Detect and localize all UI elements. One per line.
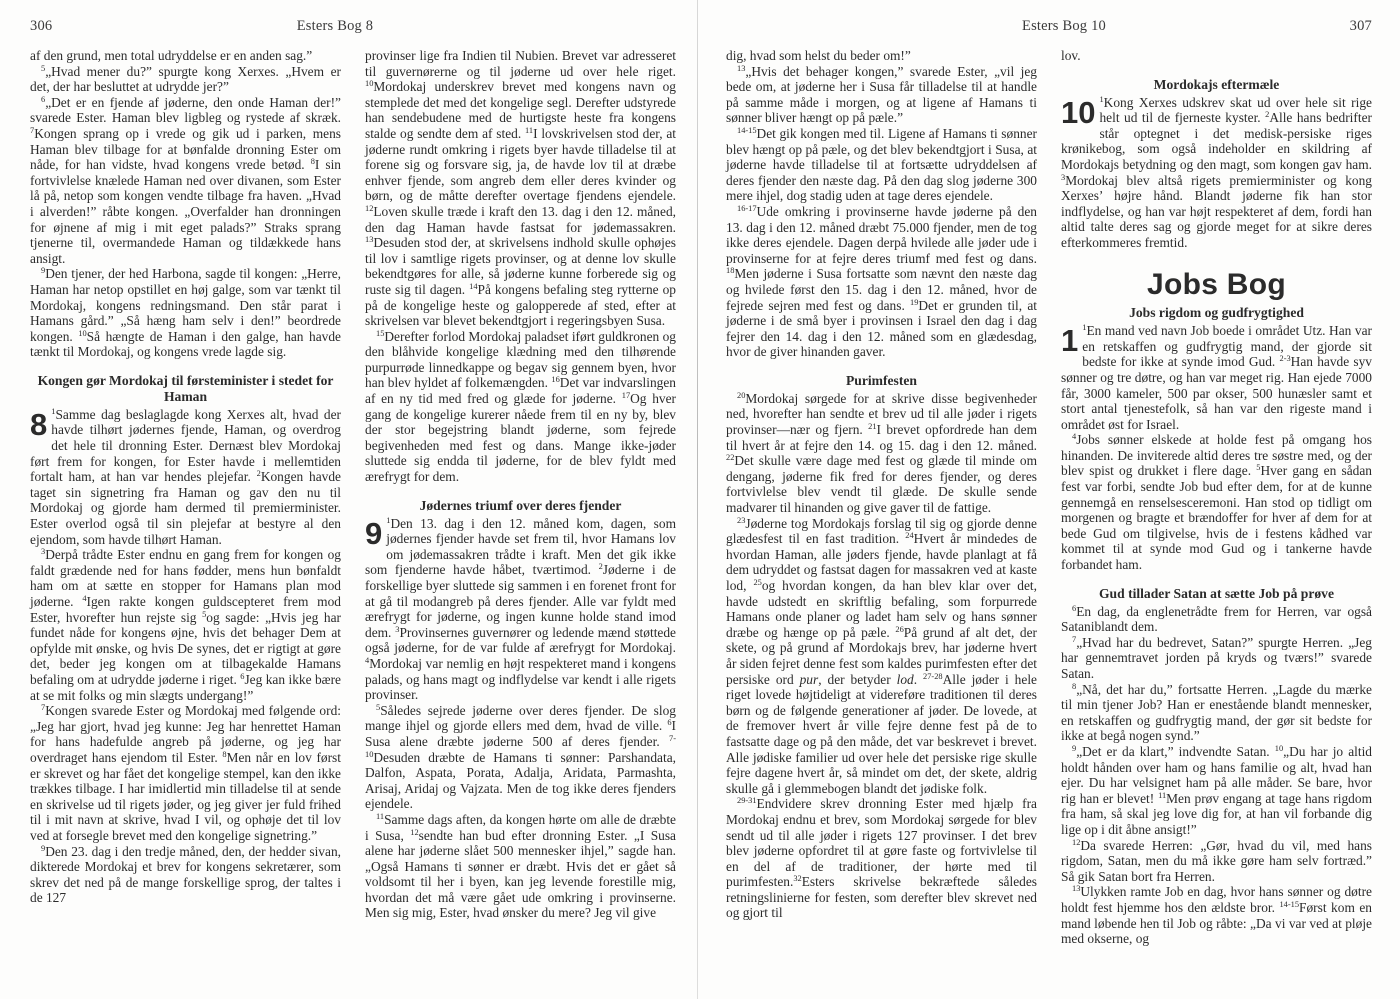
- verse-paragraph: provinser lige fra Indien til Nubien. Brevet var adresseret til guvernørerne og til jøderne ud over hele riget. $^{10}$Mordokaj underskrev brevet med kongens navn og stemplede det med det kongelige segl. Derefter udstyrede han sendebudene med de hurtigste heste fra kongens stalde og sendte dem af sted. $^{11}$I lovskrivelsen stod der, at jøderne rundt omkring i rigets byer havde tilladelse til at forene sig og forsvare sig, ja, de havde lov til at dræbe enhver fjende, som angreb dem eller deres kvinder og børn, og de måtte derefter overtage fjendens ejendele. $^{12}$Loven skulle træde i kraft den 13. dag i den 12. måned, den dag Haman havde fastsat for jødemassakren. $^{13}$Desuden stod der, at skrivelsens indhold skulle ophøjes til lov i samtlige rigets provinser, og at denne lov skulle bekendtgøres for alle, så jøderne kunne forberede sig og ruste sig til dagen. $^{14}$På kongens befaling steg rytterne op på de kongelige heste og galopperede af sted, efter at skrivelsen var blevet bekendtgjort i regeringsbyen Susa.: [365, 48, 677, 329]
- verse-paragraph: $^3$Derpå trådte Ester endnu en gang frem for kongen og faldt grædende ned for hans fødder, mens hun bønfaldt ham om at sætte en stopper for Hamans plan mod jøderne. $^4$Igen rakte kongen guldscepteret frem mod Ester, hvorefter hun rejste sig $^5$og sagde: „Hvis jeg har fundet nåde for kongens øjne, hvis det behager Dem at opfylde mit ønske, og hvis De synes, det er rigtigt at gøre det, beder jeg kongen om at tilbagekalde Hamans befaling om at udrydde jøderne i riget. $^6$Jeg kan ikke bære at se mit folks og min slægts undergang!”: [30, 547, 341, 703]
- chapter-number: 10: [1061, 94, 1096, 130]
- verse-number: 4: [1072, 432, 1077, 442]
- book-title: Jobs Bog: [1146, 267, 1287, 301]
- verse-number: 9: [41, 843, 46, 853]
- verse-paragraph: dig, hvad som helst du beder om!”: [726, 48, 911, 63]
- text-column: [726, 48, 1037, 988]
- verse-number: 3: [1061, 172, 1066, 182]
- verse-number: 18: [726, 266, 735, 276]
- text-column: [30, 48, 341, 988]
- chapter-number: 1: [1061, 323, 1079, 359]
- verse-number: 5: [41, 63, 46, 73]
- verse-number: 2: [1265, 110, 1270, 120]
- verse-number: 29-31: [737, 796, 757, 806]
- chapter-start: [30, 407, 341, 547]
- verse-paragraph: $^{16-17}$Ude omkring i provinserne havde jøderne på den 13. dag i den 12. måned dræbt 75.000 fjender, men de tog ikke deres ejendele. Dagen derpå hvilede alle jøder ude i provinserne for at fejre deres triumf med fest og dans. $^{18}$Men jøderne i Susa fortsatte som nævnt den næste dag og hvilede først den 15. dag i den 12. måned, hvor de fejrede sejren med fest og dans. $^{19}$Det er grunden til, at jøderne i de små byer i provinsen i Israel den dag i dag fejrer den 14. dag i den 12. måned som en glædesdag, hvor de giver hinanden gaver.: [726, 203, 1037, 360]
- text-column: [1061, 48, 1372, 988]
- verse-paragraph: $^{13}$Ulykken ramte Job en dag, hvor hans sønner og døtre holdt fest hjemme hos den ældste bror. $^{14-15}$Først kom en mand løbende hen til Job og råbte: „Da vi var ved at pløje med okserne, og: [1061, 884, 1372, 947]
- verse-number: 8: [310, 157, 315, 167]
- left-page-columns: [30, 48, 676, 988]
- verse-paragraph: $^{14-15}$Det gik kongen med til. Ligene af Hamans ti sønner blev hængt op på pæle, og det blev bekendtgjort i Susa, at jøderne havde tilladelse til at fortsætte udryddelsen af deres fjender den næste dag. På den dag slog jøderne 300 mere ihjel, dog stadig uden at tage deres ejendele.: [726, 125, 1037, 204]
- verse-number: 9: [41, 266, 46, 276]
- verse-number: 5: [1256, 463, 1261, 473]
- verse-number: 13: [1072, 884, 1081, 894]
- verse-number: 14: [469, 281, 478, 291]
- verse-number: 16-17: [737, 203, 757, 213]
- verse-paragraph: $^{20}$Mordokaj sørgede for at skrive disse begivenheder ned, hvorefter han sendte et brev ud til alle jøder i rigets provinser—nær og fjern. $^{21}$I brevet opfordrede han dem til hvert år at fejre den 14. og 15. dag i den 12. måned. $^{22}$Det skulle være dage med fest og glæde til minde om dengang, jøderne fik fred for deres fjender, og deres fortvivlelse blev vendt til glæde. De skulle sende madvarer til hinanden og give gaver til de fattige.: [726, 390, 1037, 516]
- verse-number: 26: [895, 624, 904, 634]
- section-heading: Mordokajs eftermæle: [1153, 76, 1280, 92]
- left-running-head-title: Esters Bog 8: [296, 18, 374, 34]
- verse-number: 12: [365, 203, 374, 213]
- verse-number: 25: [753, 578, 762, 587]
- verse-paragraph: $^1$Den 13. dag i den 12. måned kom, dagen, som jødernes fjender havde set frem til, hvor Hamans lov om jødemassakren trådte i kraft. Men det gik ikke som fjenderne havde håbet, tværtimod. $^2$Jøderne i de forskellige byer sluttede sig sammen i en forenet front for at gå til modangreb på deres fjender. Alle var fyldt med ærefrygt for jøderne, og ingen kunne holde stand imod dem. $^3$Provinsernes guvernører og ledende mænd støttede også jøderne, for de var fulde af ærefrygt for Mordokaj. $^4$Mordokaj var nemlig en højt respekteret mand i kongens palads, og hans magt og indflydelse var kendt i alle rigets provinser.: [365, 515, 676, 703]
- verse-paragraph: $^4$Jobs sønner elskede at holde fest på omgang hos hinanden. De inviterede altid deres tre søstre med, og der blev spist og drukket i flere dage. $^5$Hver gang en sådan fest var forbi, sendte Job bud efter dem, for at de kunne gennemgå en renselsesceremoni. Han stod op tidligt om morgenen og bragte et brændoffer for hver af dem for at bede Gud om tilgivelse, hvis de i festens kådhed var kommet til at synde mod Gud og i tankerne havde forbandet ham.: [1061, 432, 1372, 573]
- verse-number: 6: [240, 671, 245, 681]
- verse-paragraph: $^5$Således sejrede jøderne over deres fjender. De slog mange ihjel og gjorde ellers med dem, hvad de ville. $^6$I Susa alene dræbte jøderne 500 af deres fjender. $^{7-10}$Desuden dræbte de Hamans ti sønner: Parshandata, Dalfon, Aspata, Porata, Adalja, Aridata, Parmashta, Arisaj, Aridaj og Vajzata. Men de tog ikke deres fjenders ejendele.: [365, 702, 676, 812]
- verse-number: 21: [868, 422, 877, 432]
- left-running-header: [30, 18, 676, 42]
- verse-number: 20: [737, 390, 746, 400]
- left-page-folio: 306: [30, 18, 53, 34]
- verse-number: 32: [793, 874, 802, 884]
- chapter-start: [365, 516, 676, 703]
- verse-number: 10: [1274, 743, 1284, 753]
- verse-paragraph: $^{11}$Samme dags aften, da kongen hørte om alle de dræbte i Susa, $^{12}$sendte han bud efter dronning Ester. „I Susa alene har jøderne slået 500 mennesker ihjel,” sagde han. „Også Hamans ti sønner er dræbt. Hvis det er gået så voldsomt til her i byen, kan jeg levende forestille mig, hvordan det må være gået ude omkring i provinserne. Men sig mig, Ester, hvad ønsker du mere? Jeg vil give: [365, 811, 677, 921]
- right-page-columns: [726, 48, 1372, 988]
- verse-number: 6: [1072, 603, 1077, 613]
- verse-number: 2-3: [1279, 354, 1291, 364]
- right-page: [700, 0, 1400, 999]
- verse-number: 24: [905, 531, 914, 541]
- section-heading: Kongen gør Mordokaj til førsteminister i stedet for Haman: [37, 372, 334, 404]
- verse-number: 8: [222, 749, 227, 759]
- section-heading: Jobs rigdom og gudfrygtighed: [1129, 305, 1304, 321]
- verse-number: 11: [1158, 790, 1167, 800]
- verse-number: 11: [376, 811, 385, 821]
- verse-number: 7-10: [365, 733, 676, 759]
- verse-number: 6: [667, 718, 672, 728]
- verse-number: 10: [365, 79, 374, 89]
- section-heading: Gud tillader Satan at sætte Job på prøve: [1098, 585, 1334, 601]
- verse-number: 4: [82, 594, 87, 603]
- verse-number: 1: [51, 406, 56, 416]
- verse-number: 17: [621, 391, 631, 401]
- verse-number: 6: [41, 94, 46, 104]
- verse-paragraph: $^5$„Hvad mener du?” spurgte kong Xerxes. „Hvem er det, der har besluttet at udrydde jer?”: [30, 63, 341, 95]
- verse-paragraph: $^7$„Hvad har du bedrevet, Satan?” spurgte Herren. „Jeg har gennemtravet jorden på kryds og tværs!” svarede Satan.: [1061, 634, 1372, 681]
- verse-number: 12: [410, 827, 419, 837]
- section-heading: Purimfesten: [846, 372, 917, 388]
- chapter-number: 8: [30, 406, 48, 442]
- verse-number: 4: [365, 655, 370, 665]
- verse-paragraph: $^9$Den tjener, der hed Harbona, sagde til kongen: „Herre, Haman har netop opstillet en høj galge, som var tænkt til Mordokaj, kongens redningsmand. Den står parat i Hamans gård.” „Så hæng ham selv i den!” beordrede kongen. $^{10}$Så hængte de Haman i den galge, han havde tænkt til Mordokaj, og kongens vrede lagde sig.: [30, 266, 341, 360]
- section-heading: Jødernes triumf over deres fjender: [419, 497, 622, 513]
- chapter-start: [1061, 323, 1372, 432]
- verse-number: 5: [376, 702, 381, 712]
- verse-number: 12: [1072, 837, 1081, 847]
- verse-number: 27-28: [923, 671, 943, 681]
- verse-number: 14-15: [737, 125, 757, 135]
- verse-number: 22: [726, 453, 735, 463]
- verse-number: 14-15: [1279, 899, 1300, 909]
- right-page-folio: 307: [1349, 18, 1372, 34]
- verse-paragraph: af den grund, men total udryddelse er en anden sag.”: [30, 48, 313, 63]
- verse-number: 5: [202, 609, 207, 619]
- verse-number: 13: [737, 63, 746, 73]
- verse-number: 9: [1072, 743, 1077, 753]
- verse-paragraph: lov.: [1061, 48, 1081, 63]
- right-running-header: [726, 18, 1372, 42]
- verse-number: 2: [256, 469, 261, 479]
- verse-number: 7: [30, 125, 35, 135]
- italic-term: lod: [896, 671, 914, 687]
- verse-number: 19: [910, 297, 919, 307]
- verse-paragraph: $^7$Kongen svarede Ester og Mordokaj med følgende ord: „Jeg har gjort, hvad jeg kunne: Jeg har henrettet Haman for hans hadefulde angreb på jøderne, og jeg har overdraget hans ejendom til Ester. $^8$Men når en lov først er skrevet og har fået det kongelige stempel, kan den ikke trækkes tilbage. I har imidlertid min tilladelse til at sende en skrivelse ud til rigets jøder, og jeg giver jer fuld frihed til i mit navn at skrive, hvad I vil, og ophøje det til lov ved at forsegle brevet med den kongelige signetring.”: [30, 703, 341, 843]
- verse-paragraph: $^1$Samme dag beslaglagde kong Xerxes alt, hvad der havde tilhørt jødernes fjende, Haman, og overdrog det hele til dronning Ester. Dernæst blev Mordokaj ført frem for kongen, for Ester havde i mellemtiden fortalt ham, at han var hendes plejefar. $^2$Kongen havde taget sin signetring fra Haman og gav den nu til Mordokaj og gjorde ham dermed til premierminister. Ester overlod også til sin plejefar at bestyre al den ejendom, som havde tilhørt Haman.: [30, 406, 341, 547]
- verse-paragraph: $^9$„Det er da klart,” indvendte Satan. $^{10}$„Du har jo altid holdt hånden over ham og hans familie og alt, hvad han ejer. Du har velsignet ham på alle måder. Se bare, hvor rig han er blevet! $^{11}$Men prøv engang at tage hans rigdom fra ham, så skal jeg love dig for, at han vil forbande dig lige op i dit åbne ansigt!”: [1061, 743, 1372, 837]
- verse-number: 1: [1099, 94, 1104, 104]
- verse-number: 7: [41, 703, 46, 713]
- verse-number: 16: [551, 375, 560, 385]
- italic-term: pur: [799, 671, 819, 687]
- verse-paragraph: $^1$Kong Xerxes udskrev skat ud over hele sit rige helt ud til de fjerneste kyster. $^2$Alle hans bedrifter står optegnet i det medisk-persiske riges krønikebog, som også indeholder en skildring af Mordokajs betydning og den magt, som kongen gav ham. $^3$Mordokaj blev altså rigets premierminister og kong Xerxes’ højre hånd. Blandt jøderne fik han stor indflydelse, og han var højt respekteret af dem, fordi han altid talte deres sag og gjorde meget for at sikre deres efterkommeres fremtid.: [1061, 94, 1372, 250]
- verse-number: 1: [1082, 323, 1087, 333]
- verse-paragraph: $^6$En dag, da englenetrådte frem for Herren, var også Sataniblandt dem.: [1061, 603, 1372, 635]
- verse-paragraph: $^{23}$Jøderne tog Mordokajs forslag til sig og gjorde denne glædesfest til en fast tradition. $^{24}$Hvert år mindedes de hvordan Haman, alle jøders fjende, havde planlagt at få dem udryddet og fastsat dagen for massakren ved at kaste lod, $^{25}$og hvordan kongen, da han blev klar over det, havde udstedt en skriftlig befaling, som forpurrede Hamans onde planer og ladet ham selv og hans sønner dræbe og hænge op på pæle. $^{26}$På grund af alt det, der skete, og på grund af Mordokajs brev, har jøderne hvert år siden fejret denne fest som kaldes purimfesten efter det persiske ord pur, der betyder lod. $^{27-28}$Alle jøder i hele riget lovede højtideligt at videreføre traditionen til deres børn og de følgende generationer af jøder. De lovede, at de fremover hvert år ville fejre denne fest på de to fastsatte dage og på den måde, det var beskrevet i brevet. Alle jødiske familier ud over hele det persiske rige skulle fejre dagene hvert år, så mindet om det, der skete, aldrig skulle gå i glemmebogen blandt det jødiske folk.: [726, 515, 1037, 796]
- verse-number: 11: [524, 125, 534, 135]
- verse-paragraph: $^{15}$Derefter forlod Mordokaj paladset iført guldkronen og den blåhvide kongelige klædning med den tilhørende purpurrøde linnedkappe og begav sig gennem byen, hvor han blev hyldet af folkemængden. $^{16}$Det var indvarslingen af en ny tid med fred og glæde for jøderne. $^{17}$Og hver gang de kongelige kurerer nåede frem til en ny by, blev der stor begejstring blandt jøderne, som fejrede begivenheden med fest og dans. Mange ikke-jøder sluttede sig endda til jøderne, for de blev fyldt med ærefrygt for dem.: [365, 328, 676, 485]
- verse-number: 10: [78, 328, 87, 338]
- verse-number: 2: [598, 562, 603, 572]
- right-running-head-title: Esters Bog 10: [1022, 18, 1106, 34]
- verse-paragraph: $^1$En mand ved navn Job boede i området Utz. Han var en retskaffen og gudfrygtig mand, der gjorde sit bedste for ikke at synde imod Gud. $^{2-3}$Han havde syv sønner og tre døtre, og han var meget rig. Han ejede 7000 får, 3000 kameler, 500 par okser, 500 hunæsler samt et stort antal tjenestefolk, så han var den rigeste mand i området øst for Israel.: [1061, 323, 1372, 432]
- verse-paragraph: $^8$„Nå, det har du,” fortsatte Herren. „Lagde du mærke til min tjener Job? Han er enestående blandt mennesker, en retskaffen og gudfrygtig mand, der gør sit bedste for ikke at begå nogen synd.”: [1061, 681, 1372, 744]
- verse-paragraph: $^{12}$Da svarede Herren: „Gør, hvad du vil, med hans rigdom, Satan, men du må ikke gøre ham selv fortræd.” Så gik Satan bort fra Herren.: [1061, 837, 1372, 884]
- verse-number: 1: [386, 515, 391, 525]
- verse-paragraph: $^{13}$„Hvis det behager kongen,” svarede Ester, „vil jeg bede om, at jøderne her i Susa får tilladelse til at handle på samme måde i morgen, og at ligene af Hamans ti sønner bliver hængt op på pæle.”: [726, 63, 1037, 126]
- verse-paragraph: $^{29-31}$Endvidere skrev dronning Ester med hjælp fra Mordokaj endnu et brev, som Mordokaj sørgede for blev sendt ud til alle jøder i rigets 127 provinser. I det brev blev jøderne opfordret til at gøre faste og fortvivlelse til en del af de traditioner, der hørte med til purimfesten.$^{32}$Esters skrivelse bekræftede således retningslinierne for festen, som derefter blev skrevet ned og gjort til: [726, 796, 1037, 921]
- verse-number: 8: [1072, 681, 1077, 691]
- chapter-start: [1061, 95, 1372, 251]
- chapter-number: 9: [365, 515, 383, 551]
- verse-number: 23: [737, 515, 746, 525]
- verse-number: 3: [395, 624, 400, 634]
- verse-paragraph: $^6$„Det er en fjende af jøderne, den onde Haman der!” svarede Ester. Haman blev ligbleg og rystede af skræk. $^7$Kongen sprang op i vrede og gik ud i parken, mens Haman blev tilbage for at bønfalde dronning Ester om nåde, for han vidste, hvad kongens vrede betød. $^8$I sin fortvivlelse knælede Haman ned over divanen, som Ester lå på, netop som kongen vendte tilbage fra haven. „Hvad i alverden!” råbte kongen. „Overfalder han dronningen for øjnene af mig i mit eget palads?” Straks sprang tjenerne til, overmandede Haman og tildækkede hans ansigt.: [30, 94, 341, 266]
- verse-number: 13: [365, 235, 374, 245]
- text-column: [365, 48, 676, 988]
- verse-number: 7: [1072, 634, 1077, 644]
- verse-number: 3: [41, 547, 46, 557]
- verse-paragraph: $^9$Den 23. dag i den tredje måned, den, der hedder sivan, dikterede Mordokaj et brev for kongens sekretærer, som skrev det ned på de mange forskellige sprog, der taltes i de 127: [30, 843, 341, 906]
- verse-number: 15: [376, 328, 385, 338]
